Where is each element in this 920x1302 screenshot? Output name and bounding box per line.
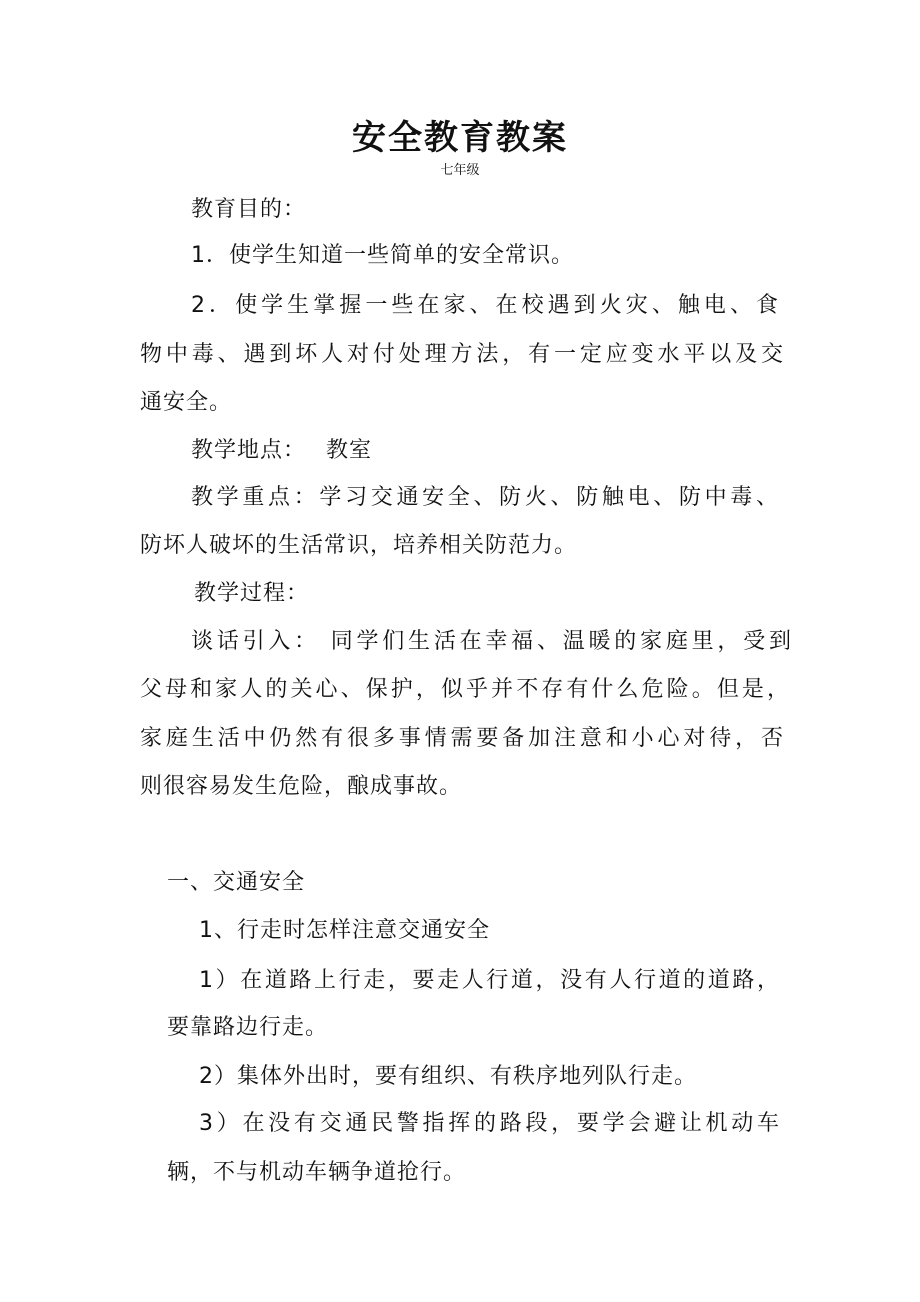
list-item-1-line-2: 要靠路边行走。 — [167, 1015, 329, 1040]
document-title: 安全教育教案 — [352, 118, 568, 158]
process-heading: 教学过程： — [194, 581, 310, 606]
objective-item-2-line-1: 2．使学生掌握一些在家、在校遇到火灾、触电、食 — [191, 293, 779, 318]
list-item-1-line-1: 1）在道路上行走，要走人行道，没有人行道的道路， — [199, 968, 780, 993]
teaching-location: 教学地点： 教室 — [191, 438, 372, 463]
list-item-3-line-1: 3）在没有交通民警指挥的路段，要学会避让机动车 — [199, 1111, 780, 1136]
teaching-focus-line-1: 教学重点：学习交通安全、防火、防触电、防中毒、 — [191, 485, 779, 510]
objective-heading: 教育目的： — [191, 197, 307, 222]
section-heading-traffic-safety: 一、交通安全 — [167, 870, 306, 895]
objective-item-1: 1．使学生知道一些简单的安全常识。 — [191, 243, 574, 268]
objective-item-2-line-3: 通安全。 — [140, 390, 233, 415]
intro-line-4: 则很容易发生危险，酿成事故。 — [140, 774, 463, 799]
subsection-heading-walking: 1、行走时怎样注意交通安全 — [199, 918, 490, 943]
list-item-3-line-2: 辆，不与机动车辆争道抢行。 — [167, 1160, 467, 1185]
intro-line-3: 家庭生活中仍然有很多事情需要备加注意和小心对待，否 — [140, 726, 784, 751]
teaching-focus-line-2: 防坏人破坏的生活常识，培养相关防范力。 — [140, 533, 578, 558]
intro-line-1: 谈话引入： 同学们生活在幸福、温暖的家庭里，受到 — [191, 629, 792, 654]
objective-item-2-line-2: 物中毒、遇到坏人对付处理方法，有一定应变水平以及交 — [140, 342, 784, 367]
intro-line-2: 父母和家人的关心、保护，似乎并不存有什么危险。但是， — [140, 677, 790, 702]
list-item-2: 2）集体外出时，要有组织、有秩序地列队行走。 — [199, 1064, 697, 1089]
document-subtitle: 七年级 — [440, 163, 480, 178]
